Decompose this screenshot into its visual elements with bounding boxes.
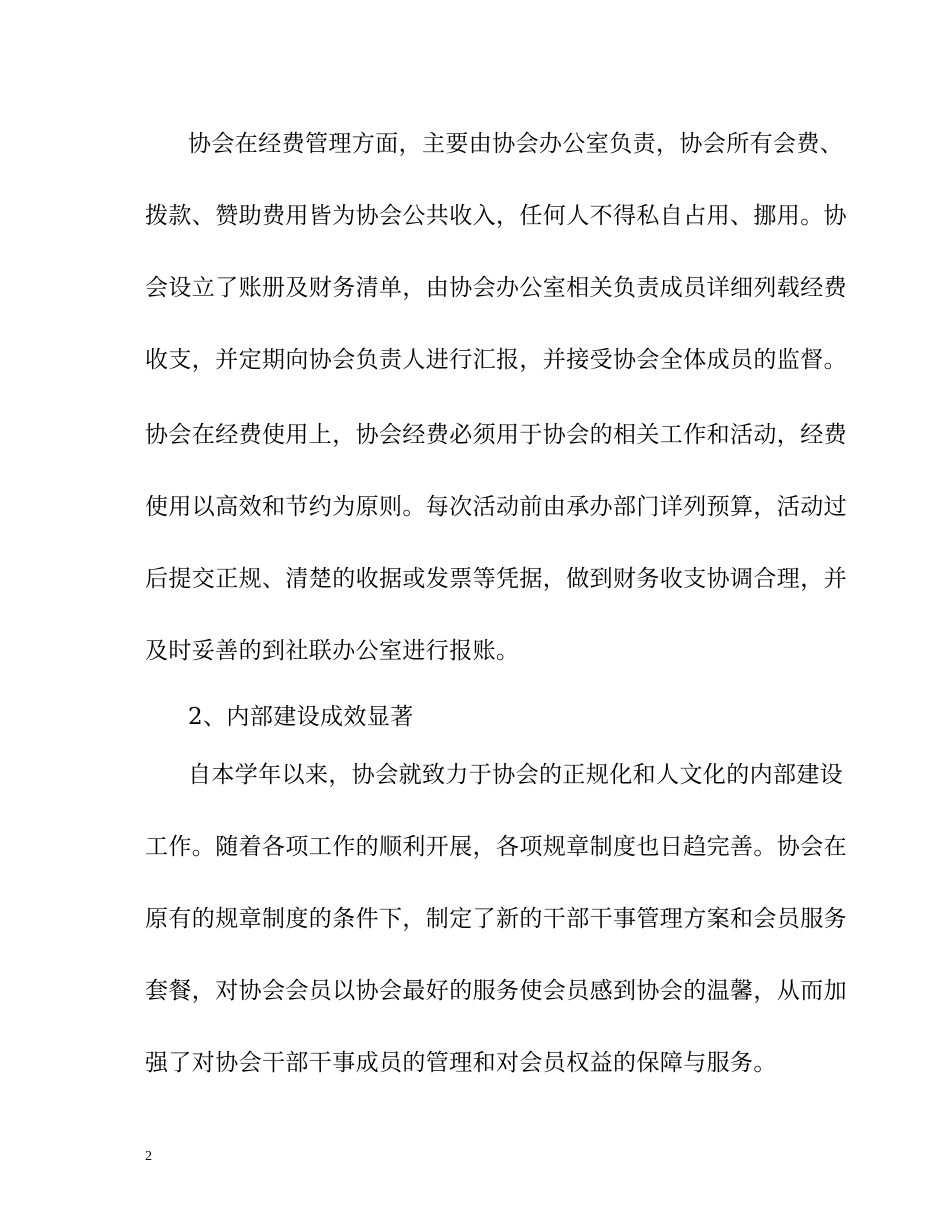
paragraph-line: 使用以高效和节约为原则。每次活动前由承办部门详列预算，活动过 (145, 494, 847, 520)
paragraph-line: 协会在经费使用上，协会经费必须用于协会的相关工作和活动，经费 (145, 422, 847, 448)
section-heading: 2、内部建设成效显著 (188, 704, 414, 730)
paragraph-line: 及时妥善的到社联办公室进行报账。 (145, 638, 520, 664)
page-number: 2 (145, 1149, 152, 1164)
paragraph-line: 套餐，对协会会员以协会最好的服务使会员感到协会的温馨，从而加 (145, 978, 847, 1004)
paragraph-line: 后提交正规、清楚的收据或发票等凭据，做到财务收支协调合理，并 (145, 566, 847, 592)
paragraph-line: 拨款、赞助费用皆为协会公共收入，任何人不得私自占用、挪用。协 (145, 203, 847, 229)
paragraph-line: 收支，并定期向协会负责人进行汇报，并接受协会全体成员的监督。 (145, 347, 847, 373)
paragraph-line: 工作。随着各项工作的顺利开展，各项规章制度也日趋完善。协会在 (145, 834, 847, 860)
paragraph-line: 会设立了账册及财务清单，由协会办公室相关负责成员详细列载经费 (145, 275, 847, 301)
paragraph-line: 原有的规章制度的条件下，制定了新的干部干事管理方案和会员服务 (145, 906, 847, 932)
paragraph-line: 协会在经费管理方面，主要由协会办公室负责，协会所有会费、 (188, 131, 844, 157)
paragraph-line: 自本学年以来，协会就致力于协会的正规化和人文化的内部建设 (188, 762, 844, 788)
paragraph-line: 强了对协会干部干事成员的管理和对会员权益的保障与服务。 (145, 1050, 777, 1076)
